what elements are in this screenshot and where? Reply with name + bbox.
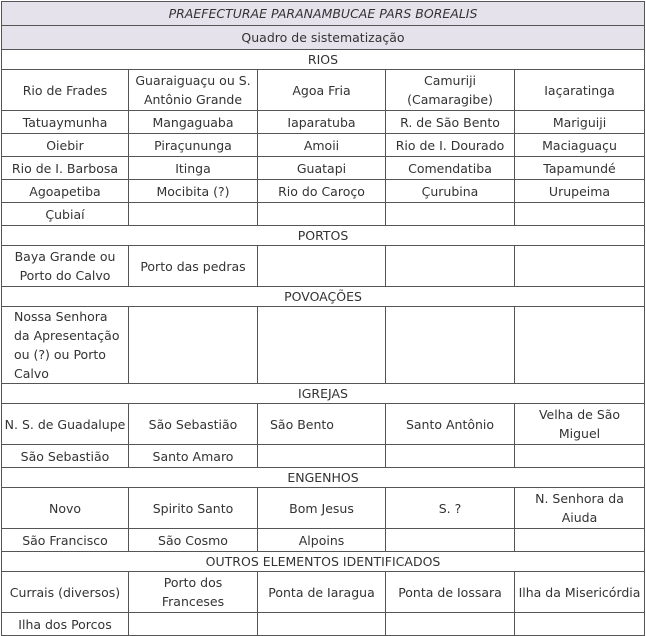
section-header-row bbox=[2, 552, 645, 572]
table-cell bbox=[386, 445, 515, 468]
table-cell bbox=[515, 445, 645, 468]
table-cell: R. de São Bento bbox=[386, 111, 515, 134]
table-row bbox=[2, 404, 645, 445]
section-title: IGREJAS bbox=[2, 384, 645, 404]
table-cell: São Sebastião bbox=[2, 445, 129, 468]
table-subtitle: Quadro de sistematização bbox=[2, 26, 645, 50]
table-cell: N. Senhora da Aiuda bbox=[515, 488, 645, 529]
subtitle-row bbox=[2, 26, 645, 50]
table-cell bbox=[258, 445, 386, 468]
table-cell: Maciaguaçu bbox=[515, 134, 645, 157]
table-cell: Piraçununga bbox=[129, 134, 258, 157]
table-cell: Santo Antônio bbox=[386, 404, 515, 445]
table-cell: Camuriji (Camaragibe) bbox=[386, 70, 515, 111]
table-cell: São Sebastião bbox=[129, 404, 258, 445]
table-cell: Bom Jesus bbox=[258, 488, 386, 529]
table-cell bbox=[515, 613, 645, 636]
table-cell: N. S. de Guadalupe bbox=[2, 404, 129, 445]
table-cell: Tatuaymunha bbox=[2, 111, 129, 134]
table-cell: Rio do Caroço bbox=[258, 180, 386, 203]
table-row bbox=[2, 157, 645, 180]
table-cell: Ponta de Iaragua bbox=[258, 572, 386, 613]
table-cell: Iaçaratinga bbox=[515, 70, 645, 111]
table-cell bbox=[386, 246, 515, 287]
table-cell bbox=[129, 203, 258, 226]
table-cell: Agoa Fria bbox=[258, 70, 386, 111]
table-cell: Oiebir bbox=[2, 134, 129, 157]
table-row bbox=[2, 307, 645, 384]
table-cell: Currais (diversos) bbox=[2, 572, 129, 613]
table-cell: Mocibita (?) bbox=[129, 180, 258, 203]
table-cell: Iaparatuba bbox=[258, 111, 386, 134]
table-row bbox=[2, 572, 645, 613]
table-cell: Ilha da Misericórdia bbox=[515, 572, 645, 613]
table-cell: São Bento bbox=[258, 404, 386, 445]
table-cell: São Francisco bbox=[2, 529, 129, 552]
table-row bbox=[2, 529, 645, 552]
table-row bbox=[2, 111, 645, 134]
table-cell: Tapamundé bbox=[515, 157, 645, 180]
title-row bbox=[2, 2, 645, 26]
table-cell: Alpoins bbox=[258, 529, 386, 552]
table-cell bbox=[129, 613, 258, 636]
table-cell bbox=[515, 307, 645, 384]
table-cell: São Cosmo bbox=[129, 529, 258, 552]
section-header-row bbox=[2, 226, 645, 246]
table-body bbox=[2, 2, 645, 636]
table-row bbox=[2, 203, 645, 226]
table-cell: Santo Amaro bbox=[129, 445, 258, 468]
table-cell: Ponta de Iossara bbox=[386, 572, 515, 613]
table-cell: Spirito Santo bbox=[129, 488, 258, 529]
section-header-row bbox=[2, 287, 645, 307]
table-cell: S. ? bbox=[386, 488, 515, 529]
section-title: OUTROS ELEMENTOS IDENTIFICADOS bbox=[2, 552, 645, 572]
table-cell bbox=[515, 203, 645, 226]
table-row bbox=[2, 134, 645, 157]
table-cell: Itinga bbox=[129, 157, 258, 180]
table-cell: Rio de Frades bbox=[2, 70, 129, 111]
table-cell: Agoapetiba bbox=[2, 180, 129, 203]
table-cell: Rio de I. Dourado bbox=[386, 134, 515, 157]
table-cell bbox=[386, 529, 515, 552]
table-cell: Porto das pedras bbox=[129, 246, 258, 287]
table-row bbox=[2, 180, 645, 203]
table-cell bbox=[129, 307, 258, 384]
table-cell: Mariguiji bbox=[515, 111, 645, 134]
table-cell bbox=[258, 203, 386, 226]
table-cell bbox=[515, 246, 645, 287]
table-row bbox=[2, 246, 645, 287]
table-cell: Amoii bbox=[258, 134, 386, 157]
table-cell bbox=[515, 529, 645, 552]
table-cell: Çurubina bbox=[386, 180, 515, 203]
section-header-row bbox=[2, 50, 645, 70]
table-cell bbox=[386, 203, 515, 226]
table-cell: Novo bbox=[2, 488, 129, 529]
table-cell: Çubiaí bbox=[2, 203, 129, 226]
table-cell bbox=[258, 307, 386, 384]
systematization-table bbox=[1, 1, 645, 636]
section-title: ENGENHOS bbox=[2, 468, 645, 488]
table-cell: Baya Grande ou Porto do Calvo bbox=[2, 246, 129, 287]
table-title: PRAEFECTURAE PARANAMBUCAE PARS BOREALIS bbox=[2, 2, 645, 26]
table-cell bbox=[258, 613, 386, 636]
table-cell: Guatapi bbox=[258, 157, 386, 180]
table-row bbox=[2, 613, 645, 636]
table-cell: Velha de São Miguel bbox=[515, 404, 645, 445]
table-cell: Mangaguaba bbox=[129, 111, 258, 134]
table-cell: Ilha dos Porcos bbox=[2, 613, 129, 636]
table-cell: Rio de I. Barbosa bbox=[2, 157, 129, 180]
table-cell bbox=[386, 307, 515, 384]
section-header-row bbox=[2, 384, 645, 404]
section-title: PORTOS bbox=[2, 226, 645, 246]
table-row bbox=[2, 445, 645, 468]
table-cell: Comendatiba bbox=[386, 157, 515, 180]
table-cell: Guaraiguaçu ou S. Antônio Grande bbox=[129, 70, 258, 111]
section-title: RIOS bbox=[2, 50, 645, 70]
section-title: POVOAÇÕES bbox=[2, 287, 645, 307]
table-cell: Urupeima bbox=[515, 180, 645, 203]
section-header-row bbox=[2, 468, 645, 488]
table-cell: Nossa Senhora da Apresentação ou (?) ou Porto Calvo bbox=[2, 307, 129, 384]
table-cell bbox=[258, 246, 386, 287]
table-row bbox=[2, 488, 645, 529]
table-cell: Porto dos Franceses bbox=[129, 572, 258, 613]
table-row bbox=[2, 70, 645, 111]
table-cell bbox=[386, 613, 515, 636]
